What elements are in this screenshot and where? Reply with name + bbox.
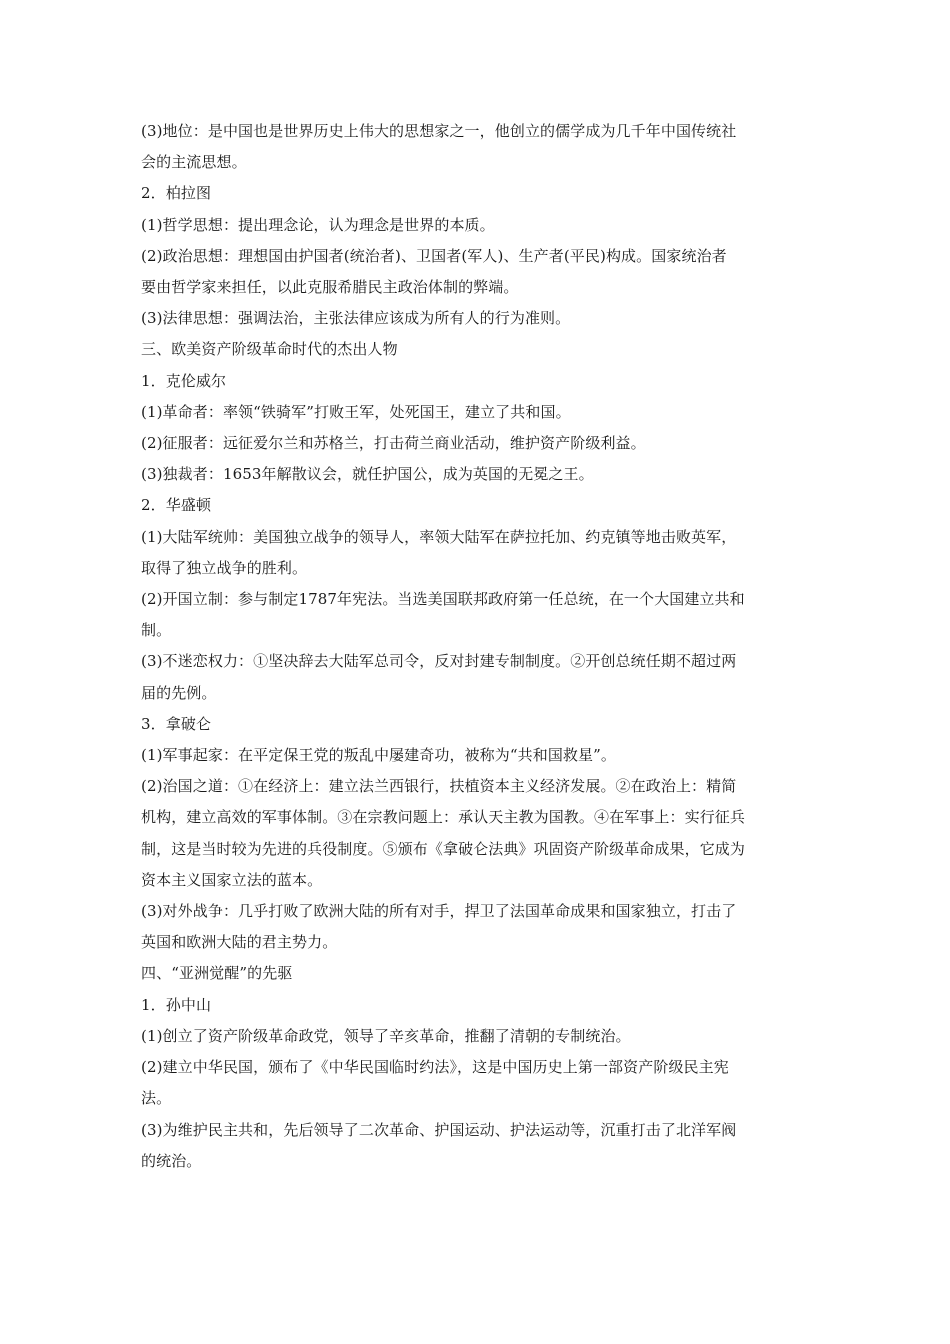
text-line: 机构，建立高效的军事体制。③在宗教问题上：承认天主教为国教。④在军事上：实行征兵 (141, 808, 746, 827)
text-line: 取得了独立战争的胜利。 (141, 558, 308, 577)
text-line: 制，这是当时较为先进的兵役制度。⑤颁布《拿破仑法典》巩固资产阶级革命成果，它成为 (141, 839, 746, 858)
section-heading: 1．孙中山 (141, 995, 212, 1014)
text-line: (2)政治思想：理想国由护国者(统治者)、卫国者(军人)、生产者(平民)构成。国家统治者 (141, 246, 727, 265)
text-line: (1)大陆军统帅：美国独立战争的领导人，率领大陆军在萨拉托加、约克镇等地击败英军， (141, 527, 737, 546)
text-line: (1)创立了资产阶级革命政党，领导了辛亥革命，推翻了清朝的专制统治。 (141, 1026, 631, 1045)
text-line: 届的先例。 (141, 683, 217, 702)
text-line: 会的主流思想。 (141, 153, 247, 172)
section-heading: 1．克伦威尔 (141, 371, 227, 390)
text-line: 资本主义国家立法的蓝本。 (141, 870, 323, 889)
text-line: (2)征服者：远征爱尔兰和苏格兰，打击荷兰商业活动，维护资产阶级利益。 (141, 434, 646, 453)
chapter-heading: 四、“亚洲觉醒”的先驱 (141, 964, 293, 983)
text-line: 制。 (141, 621, 172, 640)
text-line: (3)对外战争：几乎打败了欧洲大陆的所有对手，捍卫了法国革命成果和国家独立，打击了 (141, 902, 737, 921)
text-line: 法。 (141, 1089, 172, 1108)
section-heading: 2．华盛顿 (141, 496, 212, 515)
text-line: (2)治国之道：①在经济上：建立法兰西银行，扶植资本主义经济发展。②在政治上：精简 (141, 777, 737, 796)
text-line: (3)法律思想：强调法治，主张法律应该成为所有人的行为准则。 (141, 309, 571, 328)
text-line: (1)哲学思想：提出理念论，认为理念是世界的本质。 (141, 215, 495, 234)
text-line: (2)开国立制：参与制定1787年宪法。当选美国联邦政府第一任总统，在一个大国建立共和 (141, 590, 745, 609)
section-heading: 2．柏拉图 (141, 184, 212, 203)
chapter-heading: 三、欧美资产阶级革命时代的杰出人物 (141, 340, 398, 359)
text-line: (3)为维护民主共和，先后领导了二次革命、护国运动、护法运动等，沉重打击了北洋军阀 (141, 1120, 737, 1139)
text-line: (3)地位：是中国也是世界历史上伟大的思想家之一，他创立的儒学成为几千年中国传统社 (141, 122, 737, 140)
text-line: (1)军事起家：在平定保王党的叛乱中屡建奇功，被称为“共和国救星”。 (141, 746, 616, 765)
text-line: (1)革命者：率领“铁骑军”打败王军，处死国王，建立了共和国。 (141, 402, 571, 421)
text-line: 英国和欧洲大陆的君主势力。 (141, 933, 338, 952)
text-line: (3)不迷恋权力：①坚决辞去大陆军总司令，反对封建专制制度。②开创总统任期不超过两 (141, 652, 737, 671)
text-line: (3)独裁者：1653年解散议会，就任护国公，成为英国的无冕之王。 (141, 465, 594, 484)
document-page (141, 116, 811, 1177)
text-line: 的统治。 (141, 1151, 202, 1170)
text-line: 要由哲学家来担任，以此克服希腊民主政治体制的弊端。 (141, 278, 519, 297)
section-heading: 3．拿破仑 (141, 714, 212, 733)
text-line: (2)建立中华民国，颁布了《中华民国临时约法》，这是中国历史上第一部资产阶级民主宪 (141, 1058, 729, 1077)
